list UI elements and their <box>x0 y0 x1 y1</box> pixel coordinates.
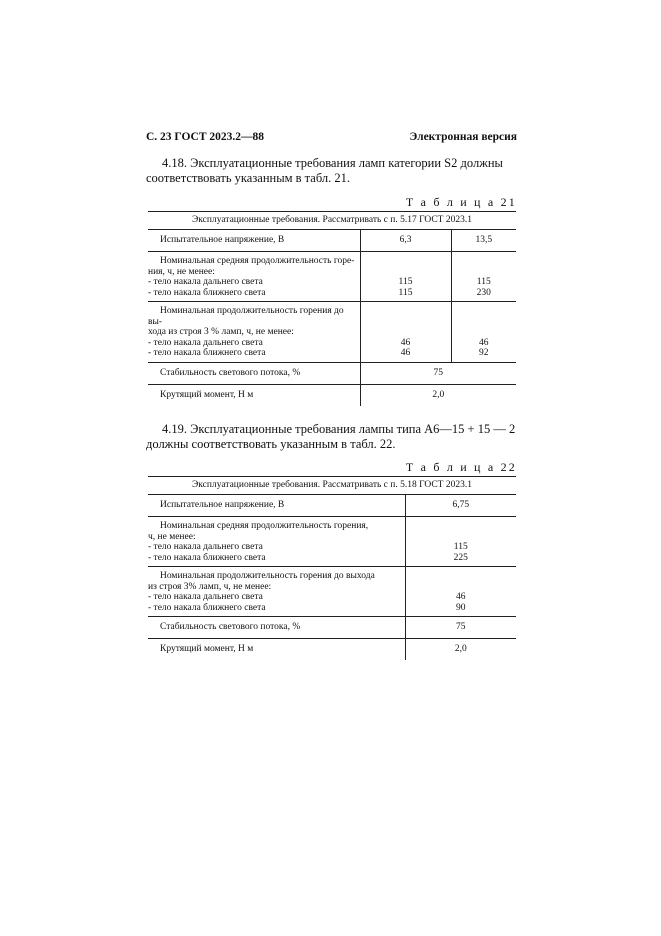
paragraph-4-19 <box>146 422 517 452</box>
table-row <box>148 517 516 567</box>
row-label: - тело накала дальнего света <box>148 277 263 287</box>
table-row <box>148 252 516 302</box>
row-label: Крутящий момент, Н м <box>160 644 254 655</box>
cell-value: 225 <box>453 552 468 563</box>
cell-value: 46 <box>479 337 489 348</box>
table-row <box>148 362 516 384</box>
table-22-caption: Т а б л и ц а 22 <box>405 460 517 474</box>
cell-value: 2,0 <box>405 639 516 661</box>
paragraph-line: 4.19. Эксплуатационные требования лампы типа А6—15 + 15 — 2 <box>162 422 516 436</box>
paragraph-4-18 <box>146 156 517 186</box>
cell-value: 230 <box>476 287 491 298</box>
row-label: хода из строя 3 % ламп, ч, не менее: <box>148 327 294 337</box>
cell-value: 115 <box>398 287 413 298</box>
paragraph-line: 4.18. Эксплуатационные требования ламп категории S2 должны <box>162 156 503 170</box>
cell-value: 75 <box>360 362 516 384</box>
paragraph-line: должны соответствовать указанным в табл. 22. <box>146 437 396 451</box>
table-row <box>148 495 516 517</box>
cell-value: 75 <box>405 617 516 639</box>
table-header: Эксплуатационные требования. Рассматривать с п. 5.17 ГОСТ 2023.1 <box>148 212 516 230</box>
row-label: Стабильность светового потока, % <box>160 622 301 633</box>
row-label: из строя 3% ламп, ч, не менее: <box>148 581 272 592</box>
row-label: - тело накала дальнего света <box>148 592 263 602</box>
cell-value: 2,0 <box>360 384 516 406</box>
doc-reference: С. 23 ГОСТ 2023.2—88 <box>146 131 265 143</box>
cell-value: 115 <box>453 542 468 552</box>
table-row <box>148 302 516 363</box>
row-label: - тело накала ближнего света <box>148 552 266 563</box>
row-label: Стабильность светового потока, % <box>160 367 301 378</box>
table-21-caption: Т а б л и ц а 21 <box>405 195 517 209</box>
table-header: Эксплуатационные требования. Рассматривать с п. 5.18 ГОСТ 2023.1 <box>148 477 516 495</box>
table-row <box>148 639 516 661</box>
table-row <box>148 384 516 406</box>
table-22 <box>148 476 516 660</box>
row-label: - тело накала ближнего света <box>148 287 266 298</box>
row-label: ч, не менее: <box>148 531 196 542</box>
cell-value: 90 <box>456 602 466 613</box>
table-row <box>148 567 516 617</box>
cell-value: 92 <box>479 348 489 358</box>
page-header <box>146 131 517 143</box>
edition-label: Электронная версия <box>409 131 517 143</box>
row-label: - тело накала ближнего света <box>148 602 266 613</box>
row-label: - тело накала дальнего света <box>148 337 263 348</box>
table-row <box>148 617 516 639</box>
table-21 <box>148 211 516 406</box>
cell-value: 46 <box>456 592 466 602</box>
cell-value: 115 <box>476 277 491 287</box>
row-label: Номинальная продолжительность горения до вы- <box>148 306 344 327</box>
row-label: - тело накала дальнего света <box>148 542 263 552</box>
cell-value: 6,75 <box>405 495 516 517</box>
paragraph-line: соответствовать указанным в табл. 21. <box>146 171 350 185</box>
cell-value: 46 <box>400 348 411 358</box>
row-label: Номинальная продолжительность горения до выхода <box>160 571 375 581</box>
row-label: Испытательное напряжение, В <box>160 235 285 246</box>
row-label: Испытательное напряжение, В <box>160 500 285 511</box>
cell-value: 46 <box>400 337 411 348</box>
cell-value: 115 <box>398 277 413 287</box>
cell-value: 6,3 <box>360 230 451 252</box>
row-label: Крутящий момент, Н м <box>160 389 254 400</box>
row-label: Номинальная средняя продолжительность горения, <box>160 521 369 531</box>
table-row <box>148 230 516 252</box>
row-label: Номинальная средняя продолжительность горе- <box>160 256 355 266</box>
cell-value: 13,5 <box>451 230 516 252</box>
row-label: - тело накала ближнего света <box>148 348 266 358</box>
row-label: ния, ч, не менее: <box>148 266 215 277</box>
